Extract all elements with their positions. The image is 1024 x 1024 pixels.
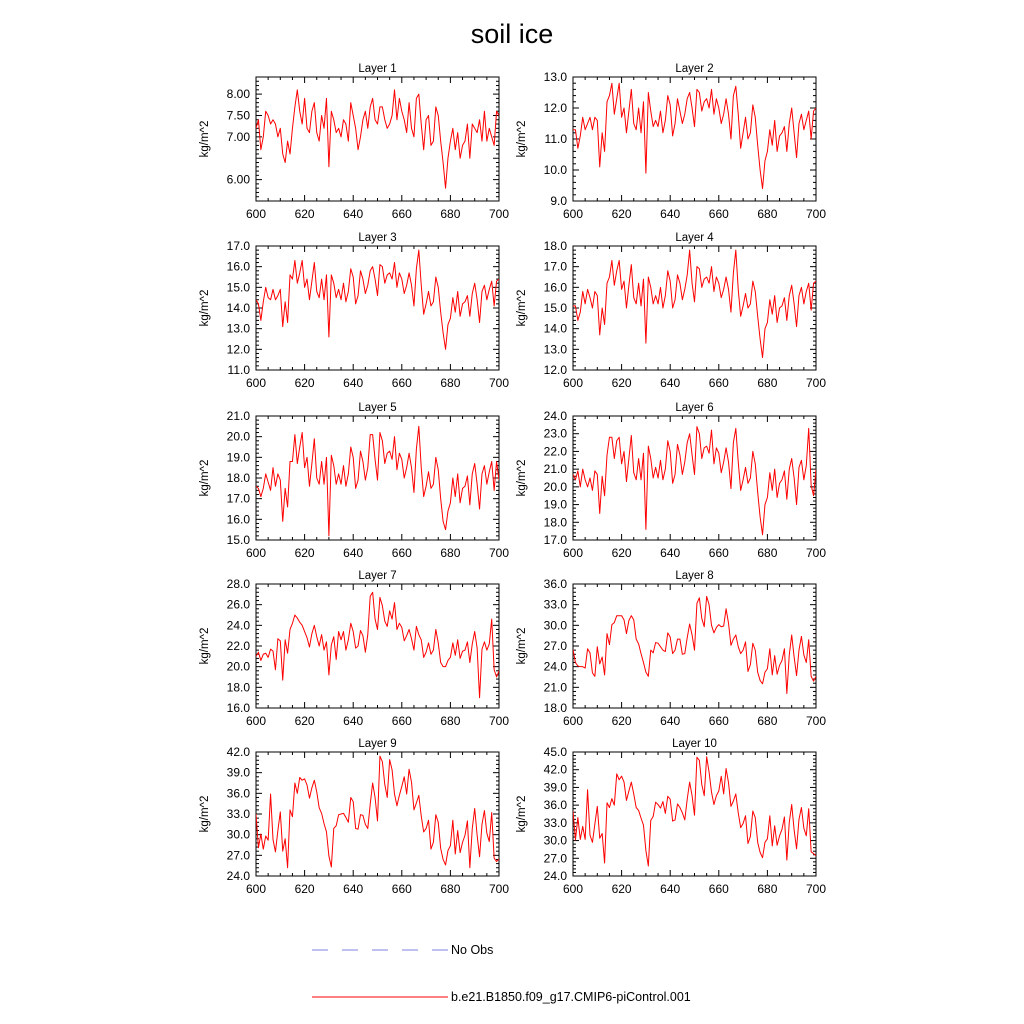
y-tick-label: 20.0 xyxy=(226,659,250,674)
y-tick-label: 17.0 xyxy=(543,259,567,274)
x-tick-label: 700 xyxy=(488,714,510,728)
y-tick-label: 24.0 xyxy=(543,659,567,674)
y-tick-label: 14.0 xyxy=(226,301,250,315)
y-tick-label: 42.0 xyxy=(543,762,567,777)
legend-model-label: b.e21.B1850.f09_g17.CMIP6-piControl.001 xyxy=(451,990,691,1004)
y-tick-label: 18.0 xyxy=(226,471,250,485)
y-tick-label: 15.0 xyxy=(226,280,250,295)
y-tick-label: 16.0 xyxy=(226,259,250,274)
y-tick-label: 17.0 xyxy=(543,533,567,547)
panel-title: Layer 9 xyxy=(358,738,397,750)
x-tick-label: 600 xyxy=(245,546,267,560)
y-tick-label: 22.0 xyxy=(226,639,250,653)
y-tick-label: 36.0 xyxy=(543,577,567,591)
x-tick-label: 680 xyxy=(757,207,778,221)
x-tick-label: 660 xyxy=(391,376,412,390)
y-tick-label: 22.0 xyxy=(543,444,567,459)
y-tick-label: 30.0 xyxy=(543,833,567,848)
y-axis-label: kg/m^2 xyxy=(199,459,211,497)
x-tick-label: 640 xyxy=(343,207,364,221)
y-tick-label: 8.00 xyxy=(226,87,250,102)
y-tick-label: 33.0 xyxy=(543,815,567,830)
x-tick-label: 700 xyxy=(488,207,510,221)
x-tick-label: 680 xyxy=(440,546,461,560)
x-tick-label: 680 xyxy=(757,882,778,896)
y-tick-label: 10.0 xyxy=(543,163,567,177)
y-tick-label: 6.00 xyxy=(226,172,250,187)
x-tick-label: 620 xyxy=(294,376,315,390)
x-tick-label: 660 xyxy=(708,546,729,560)
x-tick-label: 640 xyxy=(343,714,364,728)
y-tick-label: 13.0 xyxy=(543,70,567,84)
y-tick-label: 12.0 xyxy=(226,342,250,357)
y-axis-label: kg/m^2 xyxy=(199,795,211,833)
x-tick-label: 600 xyxy=(562,207,584,221)
figure-title: soil ice xyxy=(470,19,554,49)
y-tick-label: 18.0 xyxy=(543,239,567,253)
y-axis-label: kg/m^2 xyxy=(516,289,528,327)
y-tick-label: 23.0 xyxy=(543,426,567,441)
y-tick-label: 15.0 xyxy=(226,533,250,547)
y-tick-label: 21.0 xyxy=(543,680,567,695)
legend-no-obs-label: No Obs xyxy=(451,943,494,957)
y-tick-label: 33.0 xyxy=(226,807,250,821)
y-tick-label: 24.0 xyxy=(543,869,567,883)
x-tick-label: 620 xyxy=(611,882,632,896)
x-tick-label: 660 xyxy=(708,714,729,728)
y-axis-label: kg/m^2 xyxy=(516,795,528,833)
y-tick-label: 24.0 xyxy=(226,869,250,883)
y-axis-label: kg/m^2 xyxy=(199,120,211,158)
x-tick-label: 700 xyxy=(488,376,510,390)
y-tick-label: 39.0 xyxy=(226,765,250,780)
y-tick-label: 36.0 xyxy=(226,786,250,801)
x-tick-label: 640 xyxy=(343,376,364,390)
x-tick-label: 620 xyxy=(611,207,632,221)
x-tick-label: 680 xyxy=(440,207,461,221)
panel-title: Layer 2 xyxy=(675,63,714,75)
x-tick-label: 600 xyxy=(245,882,267,896)
y-tick-label: 9.0 xyxy=(550,194,567,208)
y-tick-label: 19.0 xyxy=(543,497,567,512)
y-tick-label: 33.0 xyxy=(543,597,567,612)
x-tick-label: 660 xyxy=(708,882,729,896)
y-tick-label: 18.0 xyxy=(543,701,567,715)
y-tick-label: 24.0 xyxy=(226,618,250,633)
x-tick-label: 600 xyxy=(562,714,584,728)
x-tick-label: 660 xyxy=(391,546,412,560)
y-tick-label: 30.0 xyxy=(543,618,567,633)
x-tick-label: 680 xyxy=(440,376,461,390)
x-tick-label: 660 xyxy=(391,882,412,896)
x-tick-label: 660 xyxy=(708,207,729,221)
x-tick-label: 620 xyxy=(611,714,632,728)
y-tick-label: 7.00 xyxy=(226,129,250,144)
x-tick-label: 620 xyxy=(294,546,315,560)
y-tick-label: 11.0 xyxy=(544,132,567,146)
x-tick-label: 600 xyxy=(562,546,584,560)
x-tick-label: 620 xyxy=(611,546,632,560)
x-tick-label: 700 xyxy=(805,882,827,896)
y-tick-label: 20.0 xyxy=(543,479,567,494)
x-tick-label: 680 xyxy=(440,882,461,896)
x-tick-label: 640 xyxy=(343,882,364,896)
panel-title: Layer 4 xyxy=(675,232,714,244)
x-tick-label: 600 xyxy=(562,882,584,896)
x-tick-label: 660 xyxy=(391,714,412,728)
x-tick-label: 600 xyxy=(245,207,267,221)
panel-title: Layer 8 xyxy=(675,570,714,582)
y-axis-label: kg/m^2 xyxy=(516,627,528,665)
x-tick-label: 620 xyxy=(294,207,315,221)
x-tick-label: 640 xyxy=(660,376,681,390)
y-tick-label: 16.0 xyxy=(543,280,567,295)
y-tick-label: 18.0 xyxy=(543,515,567,530)
x-tick-label: 620 xyxy=(294,882,315,896)
x-tick-label: 640 xyxy=(343,546,364,560)
y-tick-label: 42.0 xyxy=(226,745,250,759)
x-tick-label: 660 xyxy=(708,376,729,390)
y-tick-label: 16.0 xyxy=(226,512,250,527)
x-tick-label: 680 xyxy=(757,376,778,390)
y-axis-label: kg/m^2 xyxy=(516,459,528,497)
y-tick-label: 27.0 xyxy=(543,639,567,653)
y-tick-label: 12.0 xyxy=(543,101,567,115)
y-tick-label: 16.0 xyxy=(226,701,250,715)
y-tick-label: 17.0 xyxy=(226,239,250,253)
x-tick-label: 640 xyxy=(660,546,681,560)
x-tick-label: 700 xyxy=(805,714,827,728)
x-tick-label: 680 xyxy=(757,546,778,560)
y-tick-label: 17.0 xyxy=(226,491,250,506)
y-tick-label: 20.0 xyxy=(226,429,250,444)
y-tick-label: 12.0 xyxy=(543,363,567,377)
x-tick-label: 680 xyxy=(757,714,778,728)
x-tick-label: 700 xyxy=(805,376,827,390)
panel-title: Layer 1 xyxy=(358,63,397,75)
x-tick-label: 600 xyxy=(245,714,267,728)
x-tick-label: 600 xyxy=(562,376,584,390)
x-tick-label: 700 xyxy=(488,546,510,560)
y-axis-label: kg/m^2 xyxy=(199,289,211,327)
y-tick-label: 14.0 xyxy=(543,321,567,336)
y-tick-label: 19.0 xyxy=(226,450,250,465)
x-tick-label: 700 xyxy=(805,546,827,560)
x-tick-label: 680 xyxy=(440,714,461,728)
x-tick-label: 640 xyxy=(660,207,681,221)
panel-title: Layer 6 xyxy=(675,402,714,414)
x-tick-label: 620 xyxy=(611,376,632,390)
y-tick-label: 21.0 xyxy=(543,462,567,477)
y-tick-label: 18.0 xyxy=(226,680,250,695)
x-tick-label: 700 xyxy=(805,207,827,221)
y-tick-label: 39.0 xyxy=(543,780,567,795)
y-tick-label: 28.0 xyxy=(226,577,250,591)
panel-title: Layer 3 xyxy=(358,232,397,244)
x-tick-label: 660 xyxy=(391,207,412,221)
panel-title: Layer 5 xyxy=(358,402,397,414)
y-tick-label: 11.0 xyxy=(227,363,250,377)
x-tick-label: 700 xyxy=(488,882,510,896)
y-tick-label: 36.0 xyxy=(543,798,567,813)
x-tick-label: 640 xyxy=(660,714,681,728)
y-axis-label: kg/m^2 xyxy=(516,120,528,158)
y-axis-label: kg/m^2 xyxy=(199,627,211,665)
y-tick-label: 21.0 xyxy=(226,409,250,423)
y-tick-label: 27.0 xyxy=(543,851,567,866)
y-tick-label: 30.0 xyxy=(226,827,250,842)
x-tick-label: 620 xyxy=(294,714,315,728)
x-tick-label: 640 xyxy=(660,882,681,896)
y-tick-label: 13.0 xyxy=(543,342,567,357)
panel-title: Layer 10 xyxy=(672,738,717,750)
y-tick-label: 7.50 xyxy=(226,108,250,123)
x-tick-label: 600 xyxy=(245,376,267,390)
y-tick-label: 13.0 xyxy=(226,321,250,336)
panel-title: Layer 7 xyxy=(358,570,397,582)
y-tick-label: 24.0 xyxy=(543,409,567,423)
y-tick-label: 27.0 xyxy=(226,848,250,863)
y-tick-label: 15.0 xyxy=(543,301,567,315)
y-tick-label: 26.0 xyxy=(226,597,250,612)
y-tick-label: 45.0 xyxy=(543,745,567,759)
